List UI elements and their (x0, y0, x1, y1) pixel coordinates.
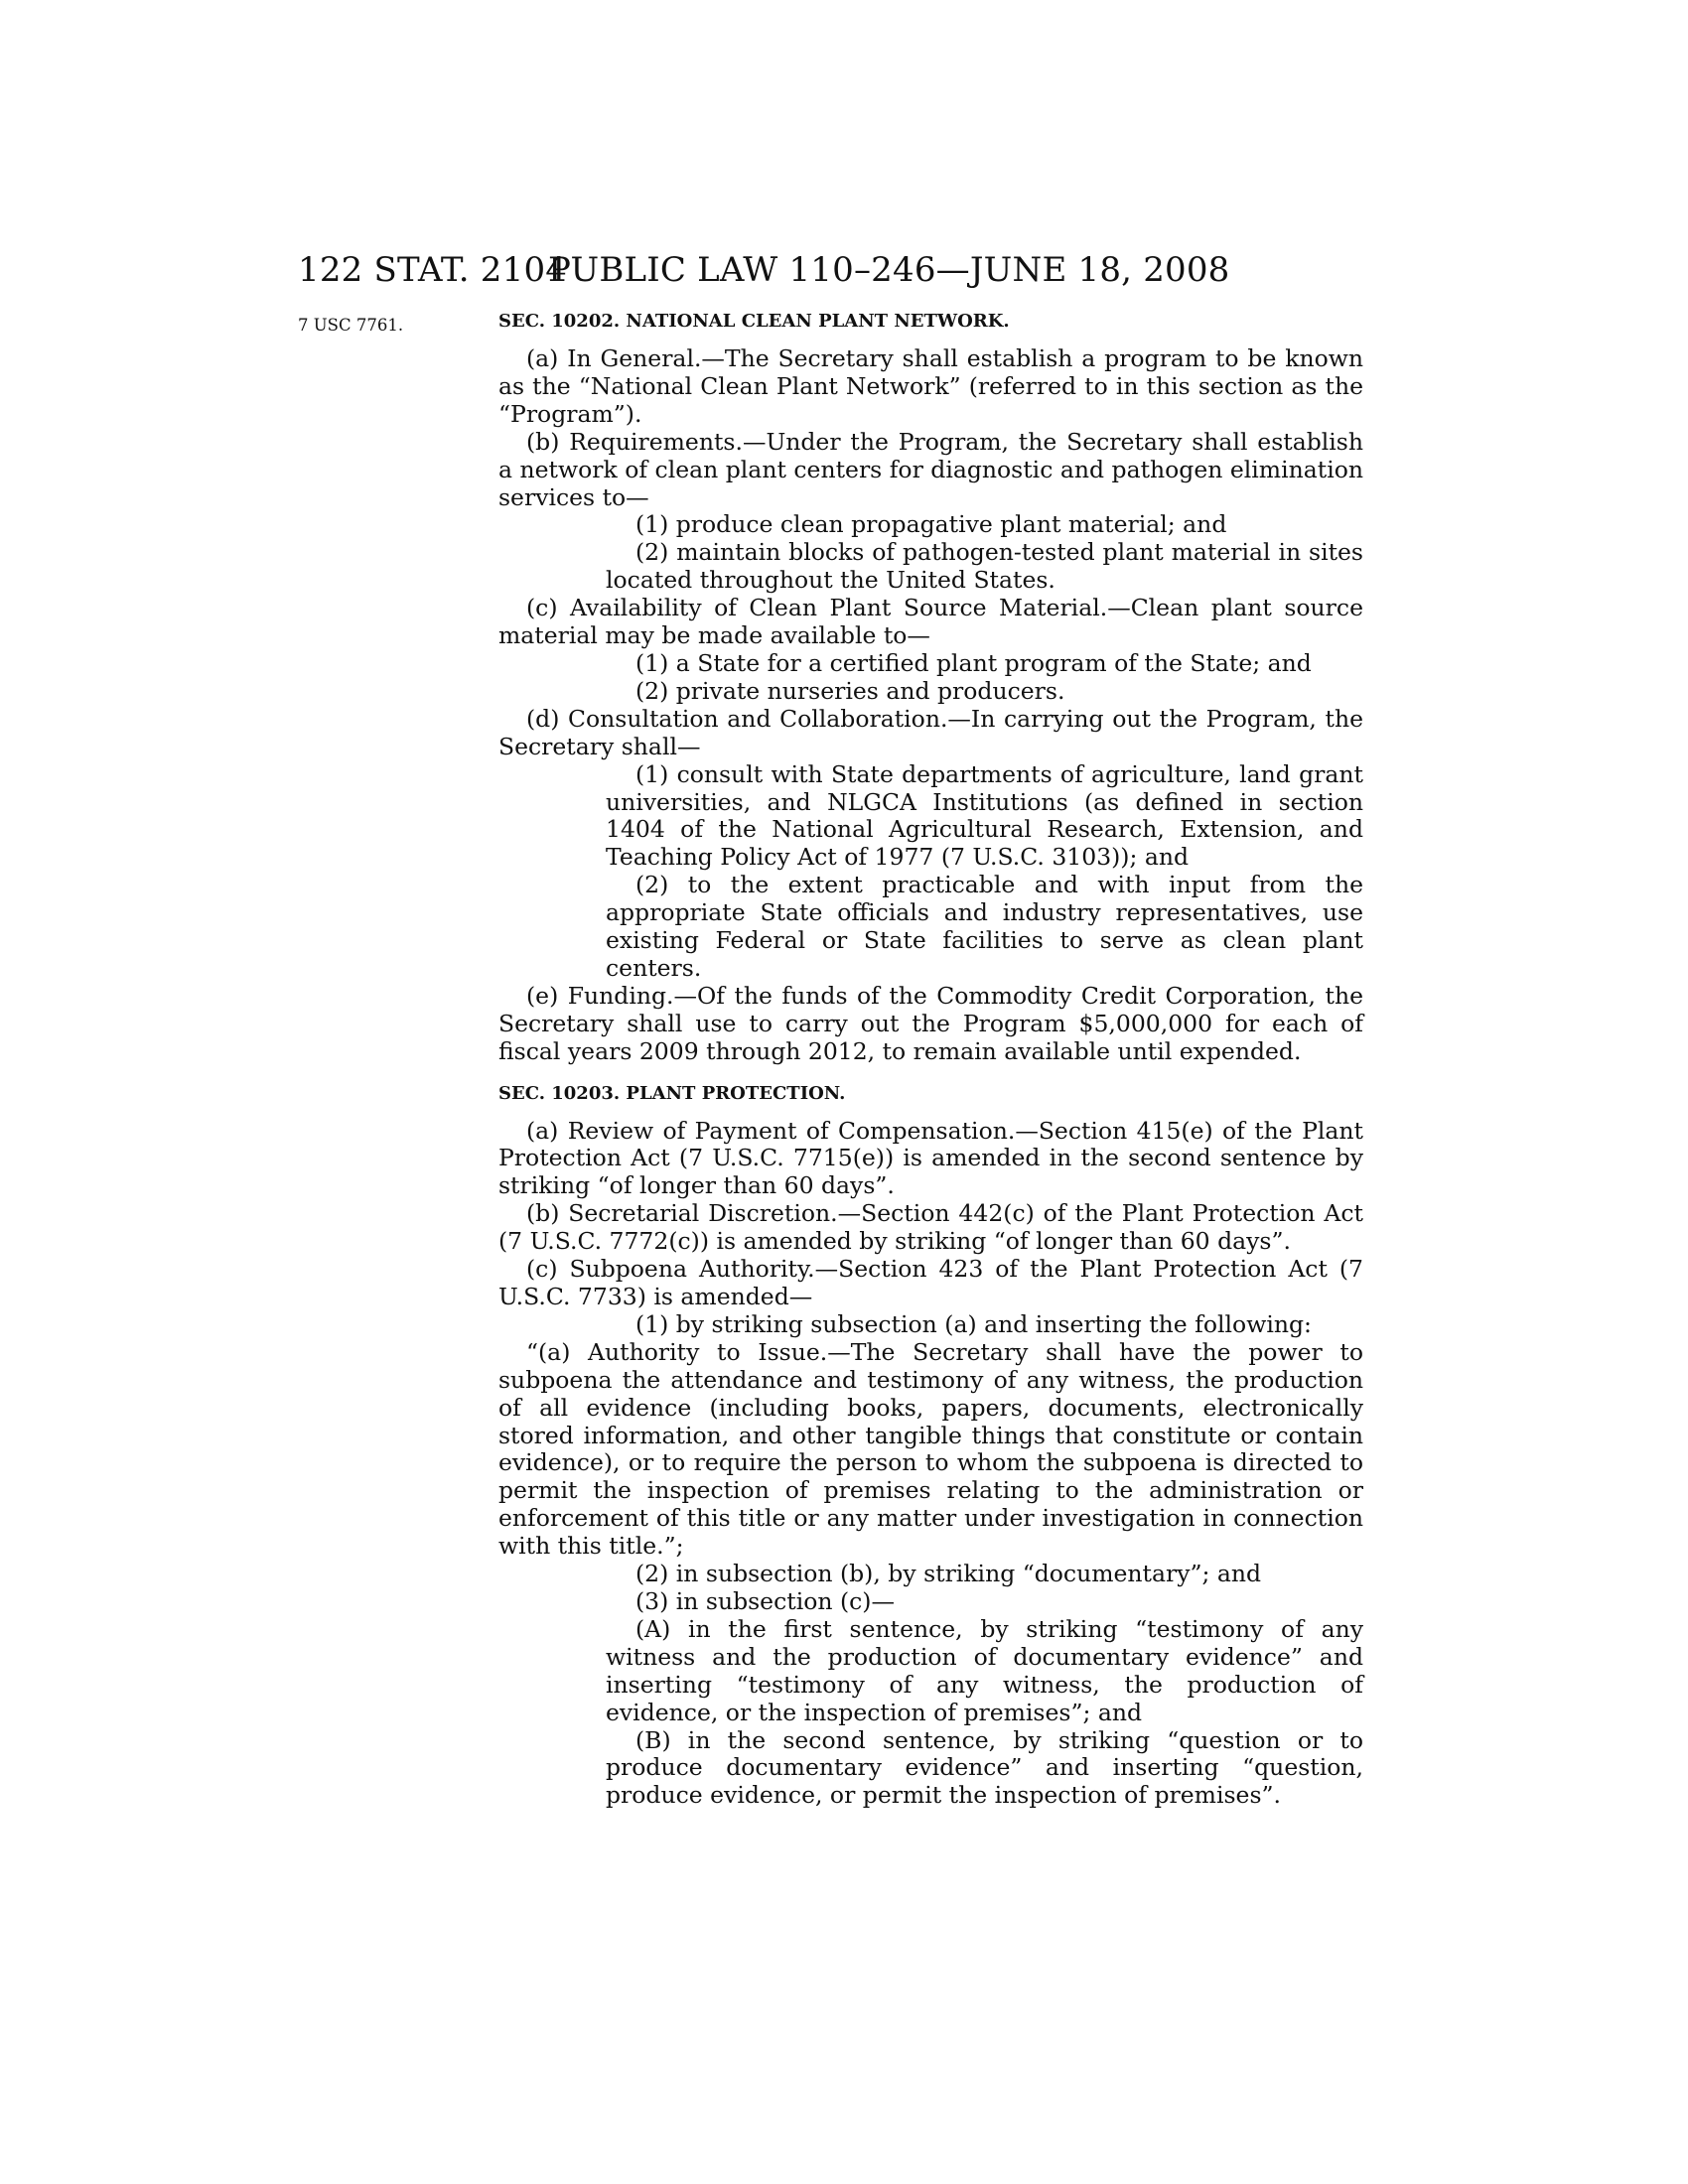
page-number: 122 STAT. 2104 (298, 250, 568, 290)
paragraph-c2-10203: (2) in subsection (b), by striking “documentary”; and (635, 1560, 1262, 1588)
subsection-e: (e) Funding.—Of the funds of the Commodity Credit Corporation, the Secretary shall use to carry out the Program $5,000,000 for each of fiscal years 2009 through 2012, to remain available until expended. (498, 981, 1363, 1065)
statute-body (498, 308, 1363, 1810)
quoted-subsection-a: “(a) Authority to Issue.—The Secretary shall have the power to subpoena the attendance and testimony of any witness, the production of all evidence (including books, papers, documents, electronically stored information, and other tangible things that constitute or contain evidence), or to require the person to whom the subpoena is directed to permit the inspection of premises relating to the administration or enforcement of this title or any matter under investigation in connection with this title.”; (498, 1337, 1363, 1561)
paragraph-d1: (1) consult with State departments of agriculture, land grant universities, and NLGCA Institutions (as defined in section 1404 of the National Agricultural Research, Extension, and Teaching Policy Act of 1977 (7 U.S.C. 3103)); and (606, 759, 1363, 872)
paragraph-b2: (2) maintain blocks of pathogen-tested plant material in sites located throughout the United States. (606, 538, 1363, 595)
subparagraph-c3A: (A) in the first sentence, by striking “testimony of any witness and the production of documentary evidence” and inserting “testimony of any witness, the production of evidence, or the inspection of premises”; and (606, 1614, 1363, 1726)
paragraph-c1: (1) a State for a certified plant program of the State; and (635, 648, 1312, 677)
subsection-b: (b) Requirements.—Under the Program, the Secretary shall establish a network of clean plant centers for diagnostic and pathogen elimination services to— (498, 427, 1363, 511)
running-title: PUBLIC LAW 110–246—JUNE 18, 2008 (548, 250, 1230, 290)
margin-citation: 7 USC 7761. (298, 316, 404, 335)
subsection-d: (d) Consultation and Collaboration.—In carrying out the Program, the Secretary shall— (498, 704, 1363, 760)
paragraph-c2: (2) private nurseries and producers. (635, 676, 1065, 705)
paragraph-d2: (2) to the extent practicable and with input from the appropriate State officials and industry representatives, use existing Federal or State facilities to serve as clean plant centers. (606, 871, 1363, 982)
section-heading-10203: SEC. 10203. PLANT PROTECTION. (498, 1082, 846, 1104)
subsection-b-10203: (b) Secretarial Discretion.—Section 442(c) of the Plant Protection Act (7 U.S.C. 7772(c)) is amended by striking “of longer than 60 days”. (498, 1199, 1363, 1256)
subparagraph-c3B: (B) in the second sentence, by striking “question or to produce documentary evidence” and inserting “question, produce evidence, or permit the inspection of premises”. (606, 1725, 1363, 1810)
subsection-c: (c) Availability of Clean Plant Source Material.—Clean plant source material may be made available to— (498, 594, 1363, 650)
subsection-a: (a) In General.—The Secretary shall establish a program to be known as the “National Clean Plant Network” (referred to in this section as the “Program”). (498, 344, 1363, 428)
subsection-c-10203: (c) Subpoena Authority.—Section 423 of the Plant Protection Act (7 U.S.C. 7733) is amended— (498, 1255, 1363, 1310)
subsection-a-10203: (a) Review of Payment of Compensation.—Section 415(e) of the Plant Protection Act (7 U.S.C. 7715(e)) is amended in the second sentence by striking “of longer than 60 days”. (498, 1116, 1363, 1200)
section-heading-10202: SEC. 10202. NATIONAL CLEAN PLANT NETWORK. (498, 311, 1010, 332)
paragraph-b1: (1) produce clean propagative plant material; and (635, 510, 1227, 539)
paragraph-c3-10203: (3) in subsection (c)— (635, 1586, 895, 1615)
paragraph-c1-10203: (1) by striking subsection (a) and inserting the following: (635, 1309, 1312, 1338)
